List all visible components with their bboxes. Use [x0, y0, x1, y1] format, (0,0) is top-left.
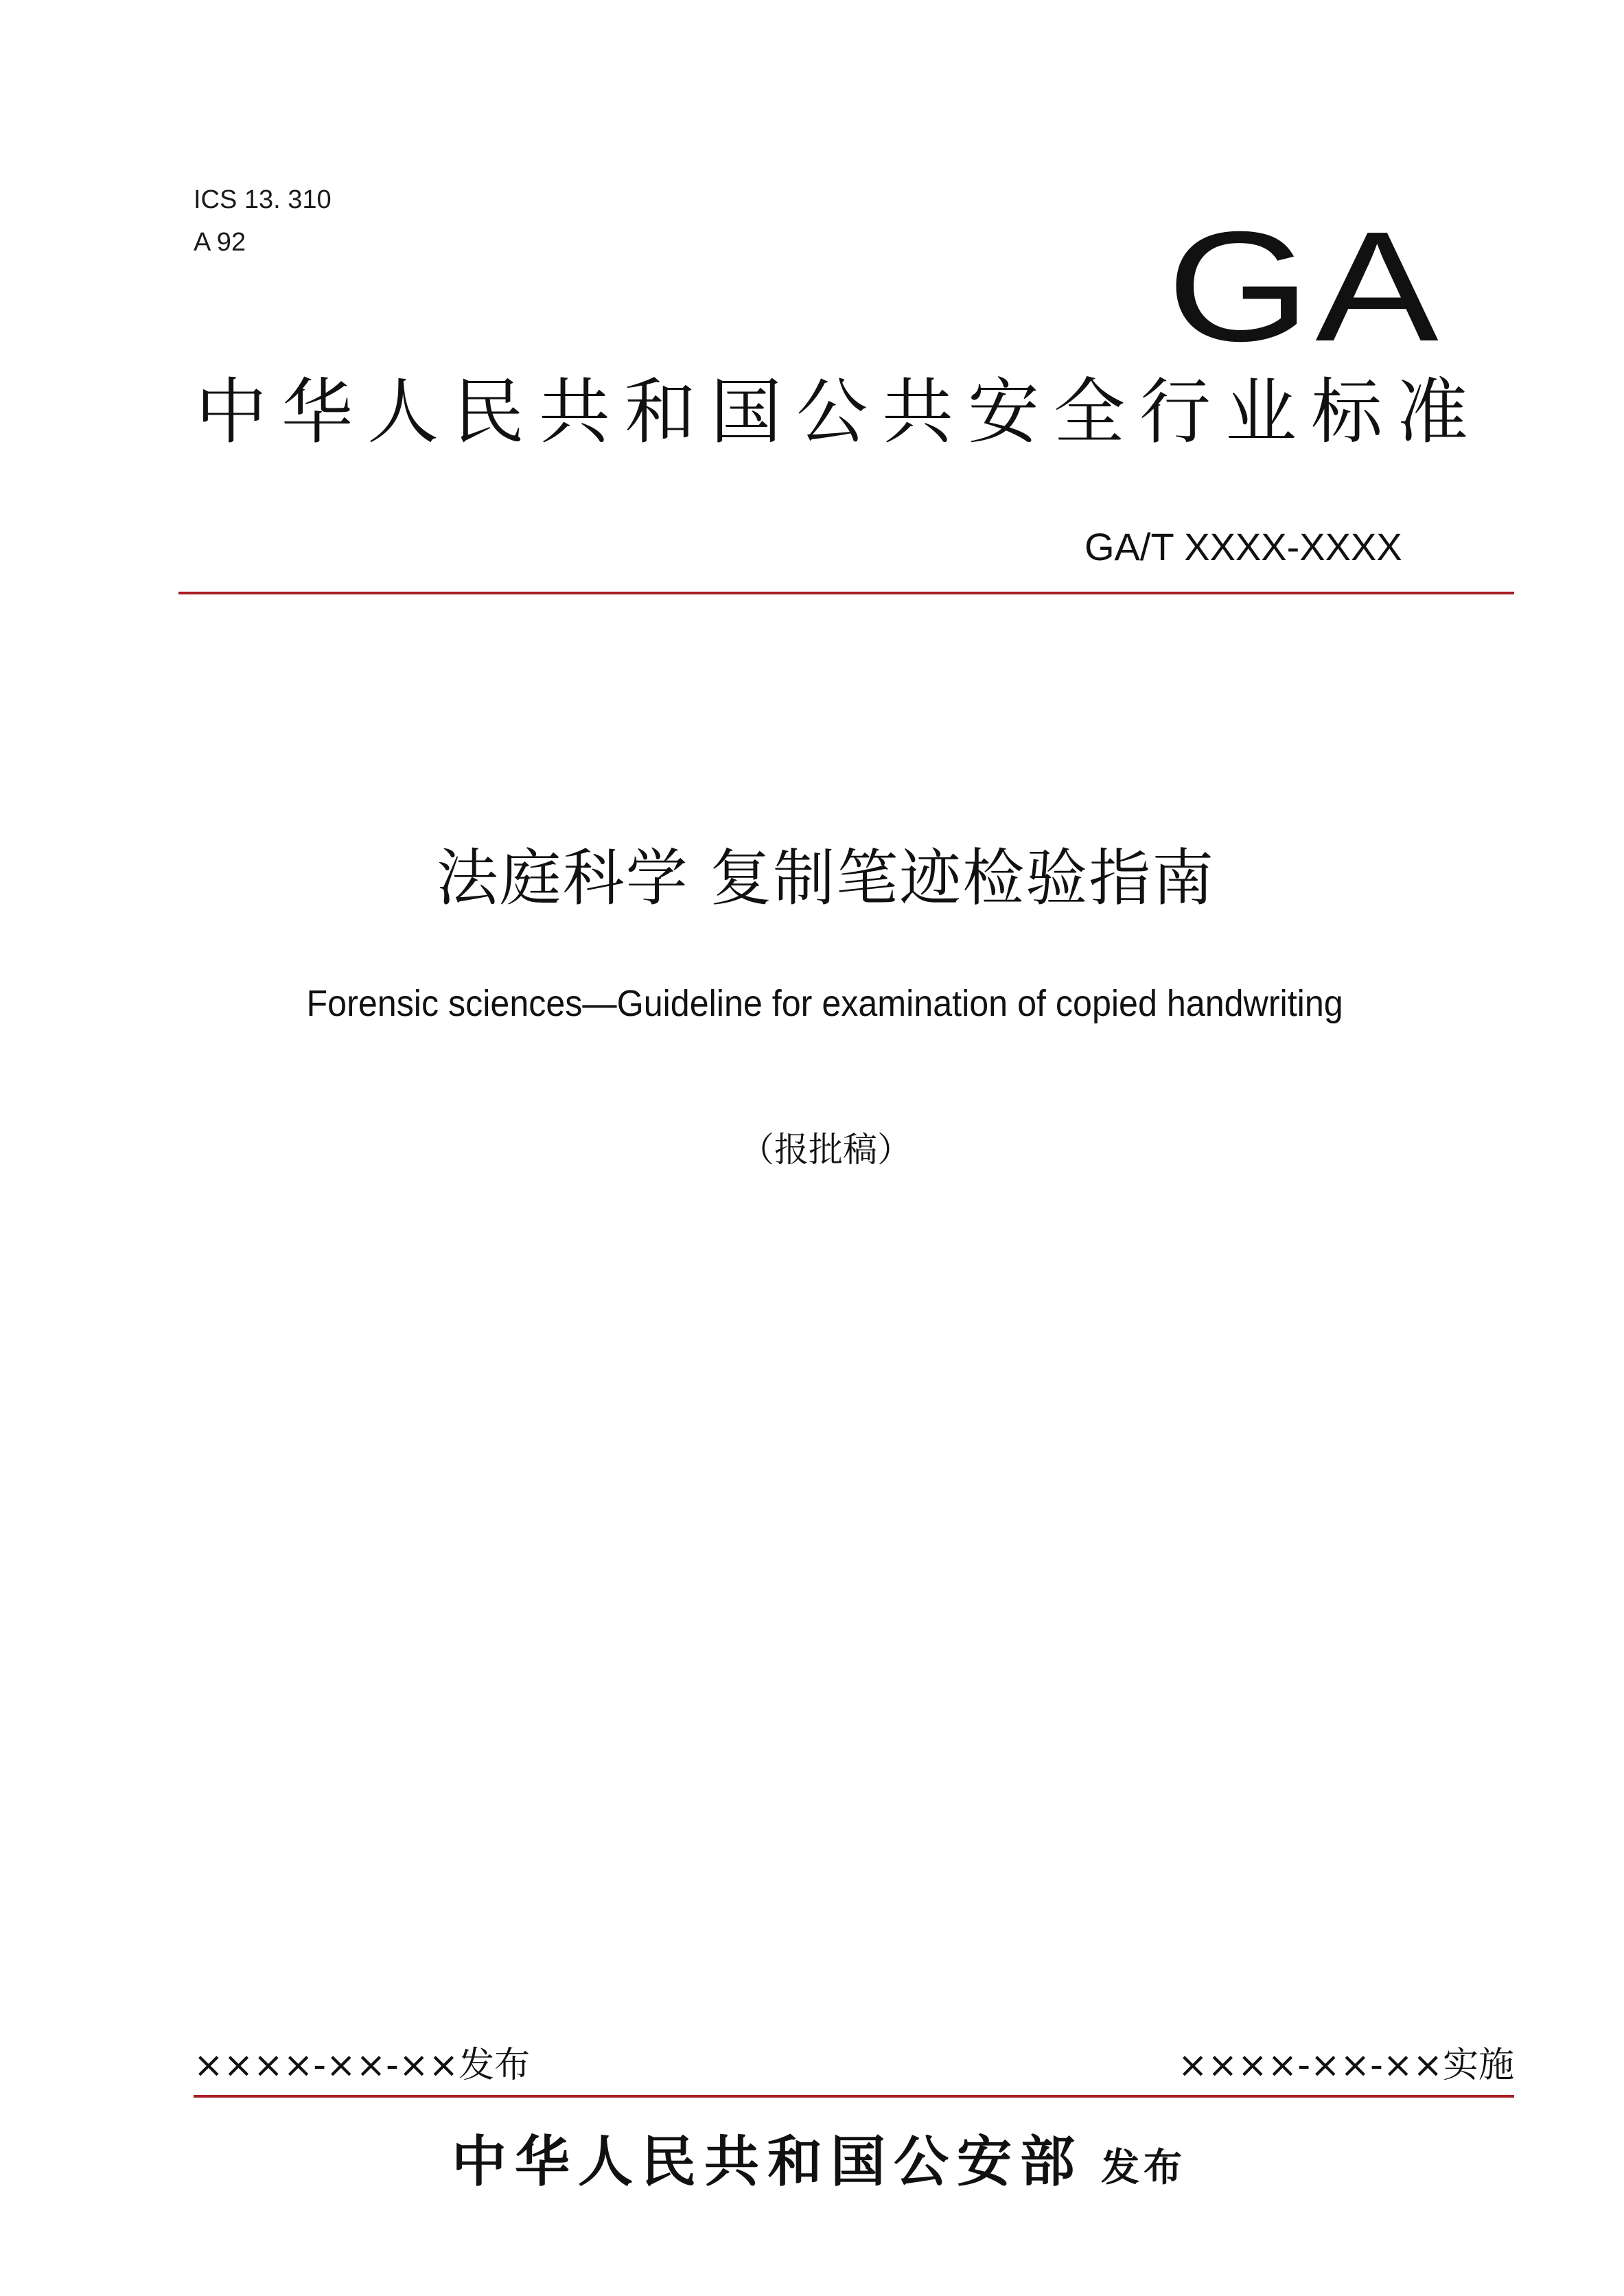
- ga-logo: GA: [1167, 200, 1443, 374]
- document-title-cn: 法庭科学 复制笔迹检验指南: [436, 842, 1216, 914]
- ccs-code: A 92: [194, 228, 246, 257]
- standard-number: GA/T XXXX-XXXX: [1084, 525, 1402, 568]
- publisher-line: [0, 2129, 1624, 2201]
- implementation-date: ××××-××-××实施: [1177, 2045, 1514, 2086]
- bottom-divider: [194, 2095, 1514, 2098]
- ics-code: ICS 13. 310: [194, 185, 332, 214]
- document-title-en: Forensic sciences—Guideline for examination of copied handwriting: [306, 983, 1343, 1024]
- industry-standard-title: 中华人民共和国公共安全行业标准: [196, 370, 1483, 454]
- top-divider: [178, 592, 1514, 594]
- publisher-name: 中华人民共和国公安部: [452, 2130, 1083, 2194]
- draft-status: （报批稿）: [740, 1130, 912, 1170]
- issue-date: ××××-××-××发布: [194, 2045, 531, 2086]
- publisher-suffix: 发布: [1101, 2146, 1186, 2190]
